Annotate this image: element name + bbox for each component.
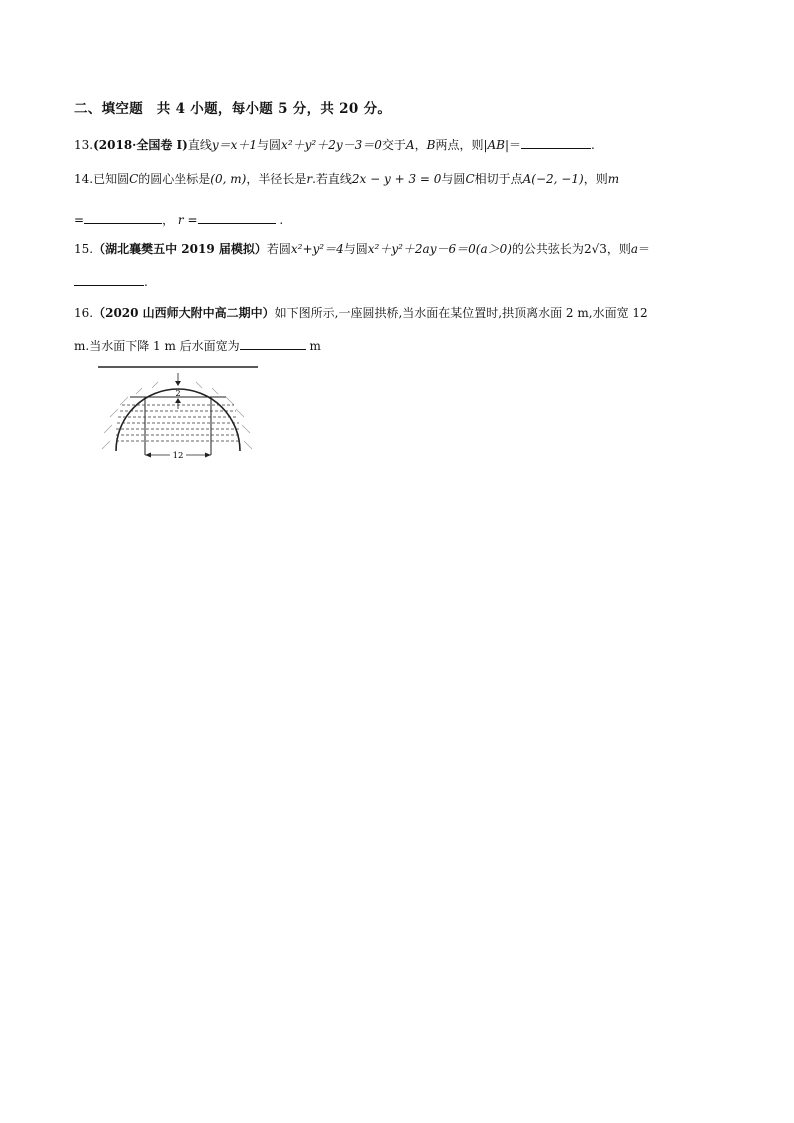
q14-end: .	[279, 213, 284, 227]
q13-answer-blank[interactable]	[521, 136, 591, 149]
question-15-answer	[74, 273, 734, 290]
q14-sep: ，	[162, 213, 175, 227]
q14-text-b: 的圆心坐标是	[138, 172, 211, 186]
q14-center: (0, m)	[210, 172, 247, 186]
q14-r-answer-blank[interactable]	[198, 211, 276, 224]
q13-text-e: |＝	[504, 138, 522, 152]
q13-ab: AB	[487, 138, 505, 152]
q13-sep: ，	[414, 138, 427, 152]
q14-tangent-point: A(−2, −1)	[522, 172, 584, 186]
q13-circle-equation: x²＋y²＋2y－3＝0	[281, 138, 382, 152]
q13-text-d: 两点，则|	[435, 138, 488, 152]
q15-number: 15.	[74, 242, 94, 256]
section-title: 二、填空题 共 4 小题，每小题 5 分，共 20 分。	[74, 101, 392, 117]
q14-circle-c2: C	[465, 172, 475, 186]
label-width: 12	[172, 451, 184, 461]
q14-text-g: ，则	[583, 172, 608, 186]
q14-text-e: 与圆	[441, 172, 466, 186]
q15-end: .	[144, 275, 148, 289]
water-dashes	[116, 405, 240, 441]
q16-line2-b: m	[309, 339, 321, 353]
q15-circle-1: x²+y²＝4	[290, 242, 344, 256]
q14-r-label: r =	[177, 213, 198, 227]
q15-text-a: 若圆	[266, 242, 291, 256]
question-13	[74, 136, 734, 153]
q14-line-equation: 2x − y + 3 = 0	[351, 172, 442, 186]
question-15	[74, 241, 734, 257]
q14-text-f: 相切于点	[474, 172, 523, 186]
q14-eq1: =	[74, 213, 85, 227]
q15-text-b: 与圆	[343, 242, 368, 256]
q13-text-a: 直线	[187, 138, 212, 152]
q14-circle-c: C	[129, 172, 139, 186]
q15-circle-2: x²＋y²＋2ay－6＝0(a＞0)	[367, 242, 512, 256]
q14-radius: r	[306, 172, 313, 186]
q16-source: （2020 山西师大附中高二期中）	[93, 306, 275, 320]
q13-number: 13.	[74, 138, 94, 152]
q14-text-c: ，半径长是	[246, 172, 307, 186]
question-14	[74, 171, 734, 187]
label-height: 2	[175, 389, 181, 398]
q13-text-c: 交于	[381, 138, 406, 152]
q13-point-b: B	[426, 138, 436, 152]
q16-number: 16.	[74, 306, 94, 320]
q15-a: a	[630, 242, 639, 256]
question-14-answers	[74, 211, 734, 228]
q16-answer-blank[interactable]	[240, 337, 306, 350]
q14-m-answer-blank[interactable]	[84, 211, 162, 224]
q15-source: （湖北襄樊五中 2019 届模拟）	[93, 242, 267, 256]
q16-line2-a: m.当水面下降 1 m 后水面宽为	[74, 339, 240, 353]
q13-point-a: A	[405, 138, 415, 152]
q14-text-d: .若直线	[312, 172, 352, 186]
q15-text-d: ，则	[606, 242, 631, 256]
q15-text-c: 的公共弦长为	[511, 242, 584, 256]
q13-text-b: 与圆	[257, 138, 282, 152]
arch-bridge-figure	[96, 363, 262, 463]
q15-answer-blank[interactable]	[74, 273, 144, 286]
q15-chord: 2√3	[583, 242, 607, 256]
question-16	[74, 305, 734, 321]
question-16-answer	[74, 337, 734, 354]
q13-line-equation: y＝x＋1	[211, 138, 258, 152]
q14-text-a: 14.已知圆	[74, 172, 130, 186]
q14-m: m	[607, 172, 620, 186]
q13-end: .	[591, 138, 595, 152]
q15-text-e: ＝	[638, 242, 651, 256]
q16-line1: 如下图所示,一座圆拱桥,当水面在某位置时,拱顶离水面 2 m,水面宽 12	[274, 306, 648, 320]
q13-source: (2018·全国卷 I)	[93, 138, 188, 152]
